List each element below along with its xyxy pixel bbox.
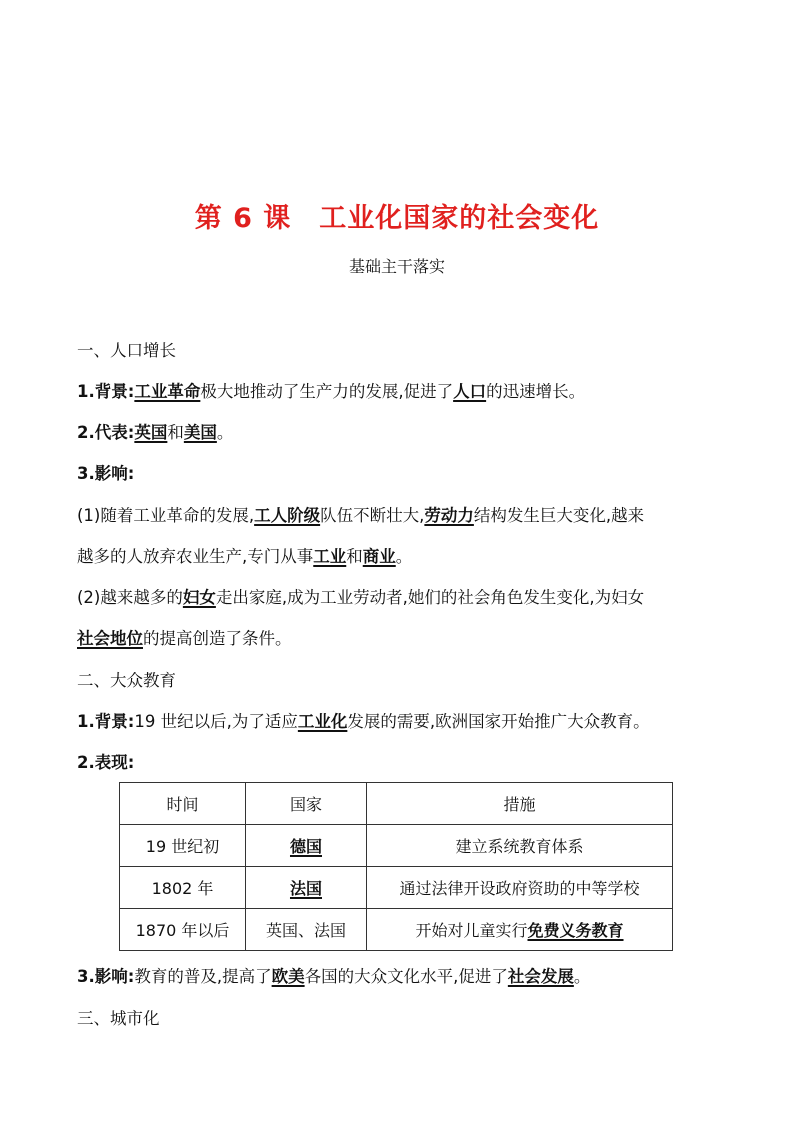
para-impact-1a: (1)随着工业革命的发展,工人阶级队伍不断壮大,劳动力结构发生巨大变化,越来	[77, 506, 645, 525]
para-impact-2a: (2)越来越多的妇女走出家庭,成为工业劳动者,她们的社会角色发生变化,为妇女	[77, 588, 645, 607]
header-country: 国家	[246, 783, 367, 825]
table-row	[120, 909, 673, 951]
cell-time: 1870 年以后	[120, 909, 246, 951]
lesson-name: 工业化国家的社会变化	[319, 203, 600, 234]
cell-time: 19 世纪初	[120, 825, 246, 867]
para-impact-2b: 社会地位的提高创造了条件。	[77, 629, 292, 648]
cell-country: 德国	[246, 825, 367, 867]
heading-population: 一、人口增长	[77, 341, 176, 360]
cell-country: 法国	[246, 867, 367, 909]
education-table	[119, 782, 673, 951]
cell-time: 1802 年	[120, 867, 246, 909]
heading-education: 二、大众教育	[77, 671, 176, 690]
cell-measure: 开始对儿童实行免费义务教育	[367, 909, 673, 951]
table-row	[120, 867, 673, 909]
header-measure: 措施	[367, 783, 673, 825]
para-edu-background: 1.背景:19 世纪以后,为了适应工业化发展的需要,欧洲国家开始推广大众教育。	[77, 712, 650, 731]
para-representatives: 2.代表:英国和美国。	[77, 423, 234, 442]
table-header-row	[120, 783, 673, 825]
table-row	[120, 825, 673, 867]
cell-country: 英国、法国	[246, 909, 367, 951]
para-impact-label: 3.影响:	[77, 464, 135, 483]
para-edu-impact: 3.影响:教育的普及,提高了欧美各国的大众文化水平,促进了社会发展。	[77, 967, 591, 986]
cell-measure: 通过法律开设政府资助的中等学校	[367, 867, 673, 909]
para-background: 1.背景:工业革命极大地推动了生产力的发展,促进了人口的迅速增长。	[77, 382, 586, 401]
para-impact-1b: 越多的人放弃农业生产,专门从事工业和商业。	[77, 547, 413, 566]
cell-measure: 建立系统教育体系	[367, 825, 673, 867]
section-subtitle: 基础主干落实	[348, 257, 445, 276]
header-time: 时间	[120, 783, 246, 825]
heading-urbanization: 三、城市化	[77, 1009, 160, 1028]
para-edu-manifest-label: 2.表现:	[77, 753, 135, 772]
lesson-title	[0, 196, 794, 235]
lesson-number: 第 6 课	[194, 203, 292, 234]
